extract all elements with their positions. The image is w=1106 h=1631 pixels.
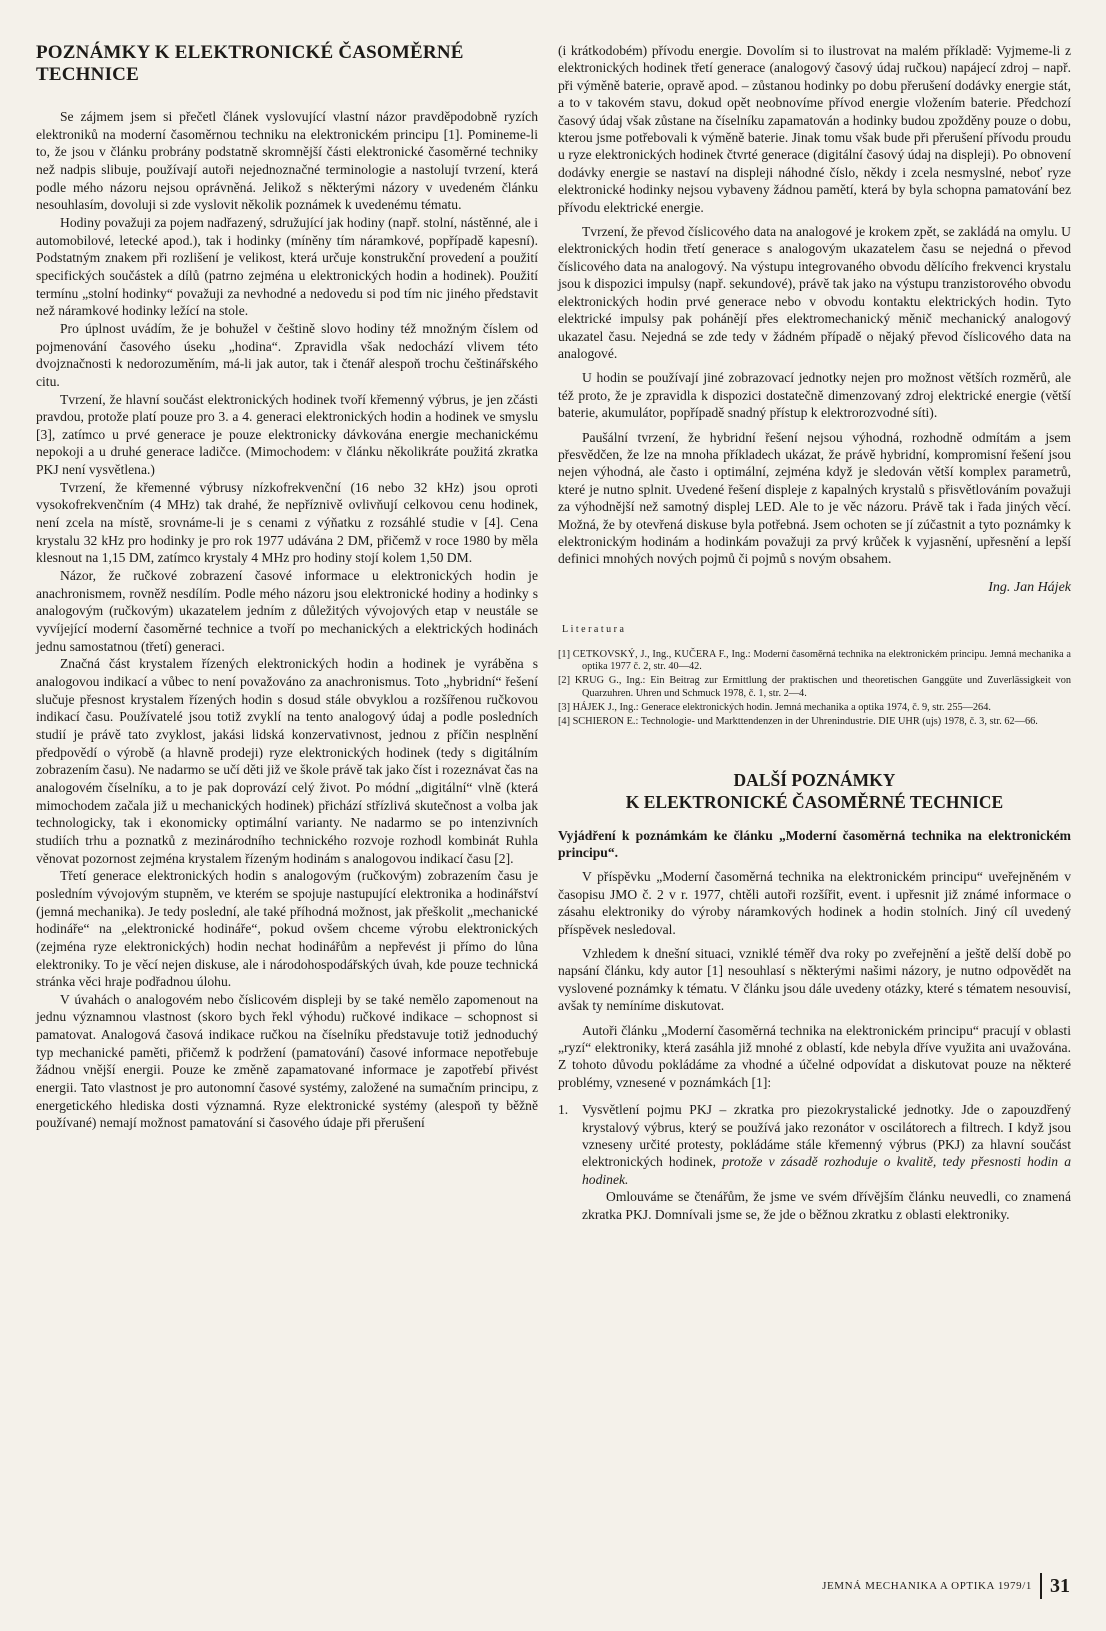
numbered-item — [558, 1101, 1071, 1188]
reference-item: [1] CETKOVSKÝ, J., Ing., KUČERA F., Ing.: Moderní časoměrná technika na elektronickém principu. Jemná mechanika a optika 1977 č. 2, str. 40—42. — [558, 648, 1071, 673]
paragraph: Třetí generace elektronických hodin s analogovým (ručkovým) zobrazením času je posledním vývojovým stupněm, ve kterém se spojuje nastupující elektronika a hodinářství (jemná mechanika). Je tedy poslední, ale také příhodná možnost, jak přeškolit „mechanické hodináře“ na „elektronické hodináře“, pokud ovšem chceme výrobu elektronických (zejména ryze elektronických) hodin nechat hodinářům a nepřevést ji přímo do lůna elektroniky. To je věcí nejen diskuse, ale i národohospodářských úvah, kde pouze technická stránka věci hraje podřadnou úlohu. — [36, 868, 538, 990]
paragraph: Vzhledem k dnešní situaci, vzniklé téměř dva roky po zveřejnění a ještě delší době po napsání článku, kdy autor [1] nesouhlasí s některými našimi názory, je nutno odpovědět na vyslovené poznámky k tématu. V článku jsou dále uvedeny otázky, které s tématem nesouvisí, avšak ty nemíníme diskutovat. — [558, 946, 1071, 1014]
paragraph: Značná část krystalem řízených elektronických hodin a hodinek je vyráběna s analogovou indikací a vůbec to není považováno za anachronismus. Toto „hybridní“ řešení slučuje přesnost krystalem řízených hodin s dosud stále obvyklou a rozšířenou ručkovou indikací času. Používatelé jsou totiž zvyklí na tento analogový údaj a podle posledních studií je právě tato zvyklost, jakási lidská konzervativnost, jednou z příčin nesplnění předpovědí o výrobě (a hlavně prodeji) ryze elektronických hodinek (tedy s digitálním zobrazením času). Ne nadarmo se učí děti již ve škole právě tak jako číst i rozeznávat čas na analogovém číselníku, a to je pak doprovází celý život. Po módní „digitální“ vlně (která mimochodem začala již u mechanických hodinek) přichází střízlivá skutečnost a volba jak technologicky, tak i ekonomicky optimální varianty. Ne nadarmo se po intenzivních studiích trhu a poznatků z mezinárodního technického rozvoje rozhodl kombinát Ruhla věnovat pozornost zejména krystalem řízeným hodinám s analogovou indikací času [2]. — [36, 656, 538, 866]
item-text — [582, 1101, 1071, 1188]
second-article-body — [558, 868, 1071, 1091]
reference-item: [4] SCHIERON E.: Technologie- und Markttendenzen in der Uhrenindustrie. DIE UHR (ujs) 1978, č. 3, str. 62—66. — [558, 716, 1038, 728]
right-column — [558, 42, 1071, 1223]
author-signature: Ing. Jan Hájek — [988, 579, 1071, 595]
reference-item: [2] KRUG G., Ing.: Ein Beitrag zur Ermittlung der praktischen und theoretischen Ganggüte und Zuverlässigkeit von Quarzuhren. Uhren und Schmuck 1978, č. 1, str. 2—4. — [558, 675, 1071, 699]
paragraph: Tvrzení, že převod číslicového data na analogové je krokem zpět, se zakládá na omylu. U elektronických hodin třetí generace s analogovým ukazatelem času se nejedná o převod číslicového data na analogový. Na výstupu integrovaného obvodu dělícího frekvenci krystalu jsou k dispozici impulsy (např. sekundové), právě tak jako na výstupu tranzistorového obvodu elektronických hodin prvé generace nebo v obvodu kontaktu elektrických hodin. Tyto elektrické impulsy pak pohánějí přes elektromechanický měnič mechanický analogový ukazatel času. Nejedná se zde tedy v žádném případě o nějaký převod číslicového data na analogové. — [558, 224, 1071, 361]
article-body-continued — [558, 42, 1071, 568]
title-line: DALŠÍ POZNÁMKY — [733, 769, 896, 790]
paragraph: Tvrzení, že křemenné výbrusy nízkofrekvenční (16 nebo 32 kHz) jsou oproti vysokofrekvenčním (4 MHz) tak drahé, že nepříznivě ovlivňují celkovou cenu hodinek, není zcela na místě, srovnáme-li je s cenami z výňatku z rozsáhlé studie v [4]. Cena krystalu 32 kHz pro hodinky je pro rok 1977 udávána 2 DM, přičemž v roce 1980 by měla klesnout na 1,15 DM, zatímco krystaly 4 MHz pro hodiny stojí kolem 1,50 DM. — [36, 479, 538, 566]
paragraph: Autoři článku „Moderní časoměrná technika na elektronickém principu“ pracují v oblasti „ryzí“ elektroniky, která zasáhla již mnohé z oblastí, kde nebyla dříve využita ani uvažována. Z tohoto důvodu pokládáme za vhodné a účelné odpovídat a diskutovat pouze na některé problémy, vznesené v poznámkách [1]: — [558, 1022, 1071, 1090]
paragraph: Tvrzení, že hlavní součást elektronických hodinek tvoří křemenný výbrus, je jen zčásti pravdou, protože platí pouze pro 3. a 4. generaci elektronických hodin a hodinek ve smyslu [3], zatímco u prvé generace je pouze elektronicky dávkována energie mechanickému nepokoji a u druhé generace ladičce. (Mimochodem: v článku několikráte použitá zkratka PKJ není vysvětlena.) — [36, 391, 538, 478]
literature-heading: Literatura — [562, 623, 627, 635]
article-title: POZNÁMKY K ELEKTRONICKÉ ČASOMĚRNÉ TECHNICE — [36, 42, 464, 85]
page-number: 31 — [1050, 1574, 1070, 1597]
journal-name: JEMNÁ MECHANIKA A OPTIKA 1979/1 — [822, 1580, 1032, 1592]
paragraph: V příspěvku „Moderní časoměrná technika na elektronickém principu“ uveřejněném v časopisu JMO č. 2 v r. 1977, chtěli autoři rozšířit, event. i upřesnit již známé informace o zásahu elektroniky do výroby náramkových hodinek a hodin stolních. Jiný cíl uvedený příspěvek nesledoval. — [558, 869, 1071, 937]
title-line: K ELEKTRONICKÉ ČASOMĚRNÉ TECHNICE — [625, 791, 1004, 812]
item-emphasis: protože v zásadě rozhoduje o kvalitě, tedy přesnosti hodin a hodinek. — [582, 1154, 1071, 1187]
paragraph: Se zájmem jsem si přečetl článek vyslovující vlastní názor pravděpodobně ryzích elektroniků na moderní časoměrnou techniku na elektronickém principu [1]. Pomineme-li to, že jsou v článku probrány podstatně skromnější části elektronické časoměrné techniky než nadpis slibuje, používají autoři nejednoznačné terminologie a nastolují tvrzení, která podle mého názoru nejsou oprávněná. Jelikož s některými názory v uvedeném článku nesouhlasím, dovoluji si zde vyslovit několik poznámek k uvedenému tématu. — [36, 109, 538, 213]
paragraph: Názor, že ručkové zobrazení časové informace u elektronických hodin je anachronismem, rovněž nesdílím. Podle mého názoru jsou elektronické hodiny a hodinky s analogovým (ručkovým) ukazatelem jedním z důležitých vývojových etap v neustále se vyvíjející moderní časoměrné technice a tvoří po mechanických a elektrických hodinách jednu samostatnou (třetí) generaci. — [36, 568, 538, 654]
reference-list — [558, 649, 1071, 729]
article-lead: Vyjádření k poznámkám ke článku „Moderní časoměrná technika na elektronickém principu“. — [558, 827, 1071, 860]
left-column — [36, 42, 538, 1132]
paragraph: Paušální tvrzení, že hybridní řešení nejsou výhodná, rozhodně odmítám a jsem přesvědčen, že lze na mnoha příkladech ukázat, že právě hybridní, kompromisní řešení jsou nejen výhodná, ale často i optimální, zejména když je sledován větší komplex parametrů, které je nutno splnit. Uvedené řešení displeje z kapalných krystalů s přisvětlováním považuji za výhodnější než samotný displej LED. Ale to je věc názoru. Právě tak i řada jiných věcí. Možná, že by otevřená diskuse byla potřebná. Jsem ochoten se jí zúčastnit a tyto poznámky k elektronickým hodinám a hodinkám považuji za prvý krůček k vyjasnění, upřesnění a lepší definici mnohých nových pojmů či pojmů s novým obsahem. — [558, 429, 1071, 567]
paragraph: Hodiny považuji za pojem nadřazený, sdružující jak hodiny (např. stolní, nástěnné, ale i automobilové, letecké apod.), tak i hodinky (míněny tím náramkové, popřípadě kapesní). Podstatným znakem při rozlišení je velikost, která určuje konstrukční provedení a použití specifických součástek a dílů (patrno zejména u elektronických hodin a hodinek). Použití termínu „stolní hodinky“ považuji za nevhodné a nedovedu si pod tím nic jiného představit než náramkové hodinky ležící na stole. — [36, 214, 538, 319]
paragraph: Pro úplnost uvádím, že je bohužel v češtině slovo hodiny též množným číslem od pojmenování časového úseku „hodina“. Zpravidla však nedochází vlivem této dvojznačnosti k nedorozuměním, má-li jak autor, tak i čtenář alespoň trochu češtinářského citu. — [36, 320, 538, 389]
item-continuation: Omlouváme se čtenářům, že jsme ve svém dřívějším článku neuvedli, co znamená zkratka PKJ. Domnívali jsme se, že jde o běžnou zkratku z oblasti elektroniky. — [582, 1189, 1071, 1222]
paragraph: V úvahách o analogovém nebo číslicovém displeji by se také nemělo zapomenout na jednu významnou vlastnost (skoro bych řekl výhodu) ručkové indikace – schopnost si pamatovat. Analogová časová indikace ručkou na číselníku představuje totiž jednoduchý typ mechanické paměti, přičemž k podržení (pamatování) časové informace nepotřebuje žádnou vnější energii. Pouze ke změně zapamatované informace je zapotřebí přivést energii. Tato vlastnost je pro autonomní časové systémy, založené na sumačním principu, z energetického hlediska dosti významná. Ryze elektronické systémy (alespoň ty běžně používané) nemají možnost pamatování si časového údaje při přerušení — [36, 991, 538, 1131]
item-text-main: Vysvětlení pojmu PKJ – zkratka pro piezokrystalické jednotky. Jde o zapouzdřený krystalový výbrus, který se používá jako rezonátor v oscilátorech a filtrech. I když jsou vzneseny určité protesty, pokládáme stále křemenný výbrus (PKJ) za hlavní součást elektronických hodinek, — [582, 1102, 1071, 1170]
page-footer — [822, 1573, 1070, 1599]
paragraph: (i krátkodobém) přívodu energie. Dovolím si to ilustrovat na malém příkladě: Vyjmeme-li z elektronických hodinek třetí generace (analogový časový údaj ručkou) napájecí zdroj – např. při výměně baterie, opravě apod. – zůstanou hodinky po dobu přerušení dodávky energie stát, a to v takovém stavu, dokud opět neobnovíme přívod energie vložením baterie. Předchozí časový údaj však zůstane na číselníku zapamatován a hodinky budou zpožděny pouze o dobu, kterou jsme potřebovali k výměně baterie. Jinak tomu však bude při přerušení přívodu proudu u ryze elektronických hodinek čtvrté generace (digitální časový údaj na displeji). Po obnovení dodávky energie se nastaví na displeji náhodné číslo, někdy i zcela nesmyslné, neboť ryze elektronické hodinky nejsou vybaveny žádnou pamětí, která by byla schopna pamatování bez přívodu elektrické energie. — [558, 43, 1071, 215]
article-body — [36, 108, 538, 1132]
footer-divider — [1040, 1573, 1042, 1599]
item-number: 1. — [558, 1102, 569, 1118]
second-article-title — [558, 769, 1071, 813]
reference-item: [3] HÁJEK J., Ing.: Generace elektronických hodin. Jemná mechanika a optika 1974, č. 9, str. 255—264. — [558, 701, 991, 713]
paragraph: U hodin se používají jiné zobrazovací jednotky nejen pro možnost větších rozměrů, ale též proto, že je zpravidla k dispozici dostatečně dimenzovaný zdroj elektrické energie (větší baterie, akumulátor, popřípadě snadný přístup k elektrorozvodné síti). — [558, 370, 1071, 421]
